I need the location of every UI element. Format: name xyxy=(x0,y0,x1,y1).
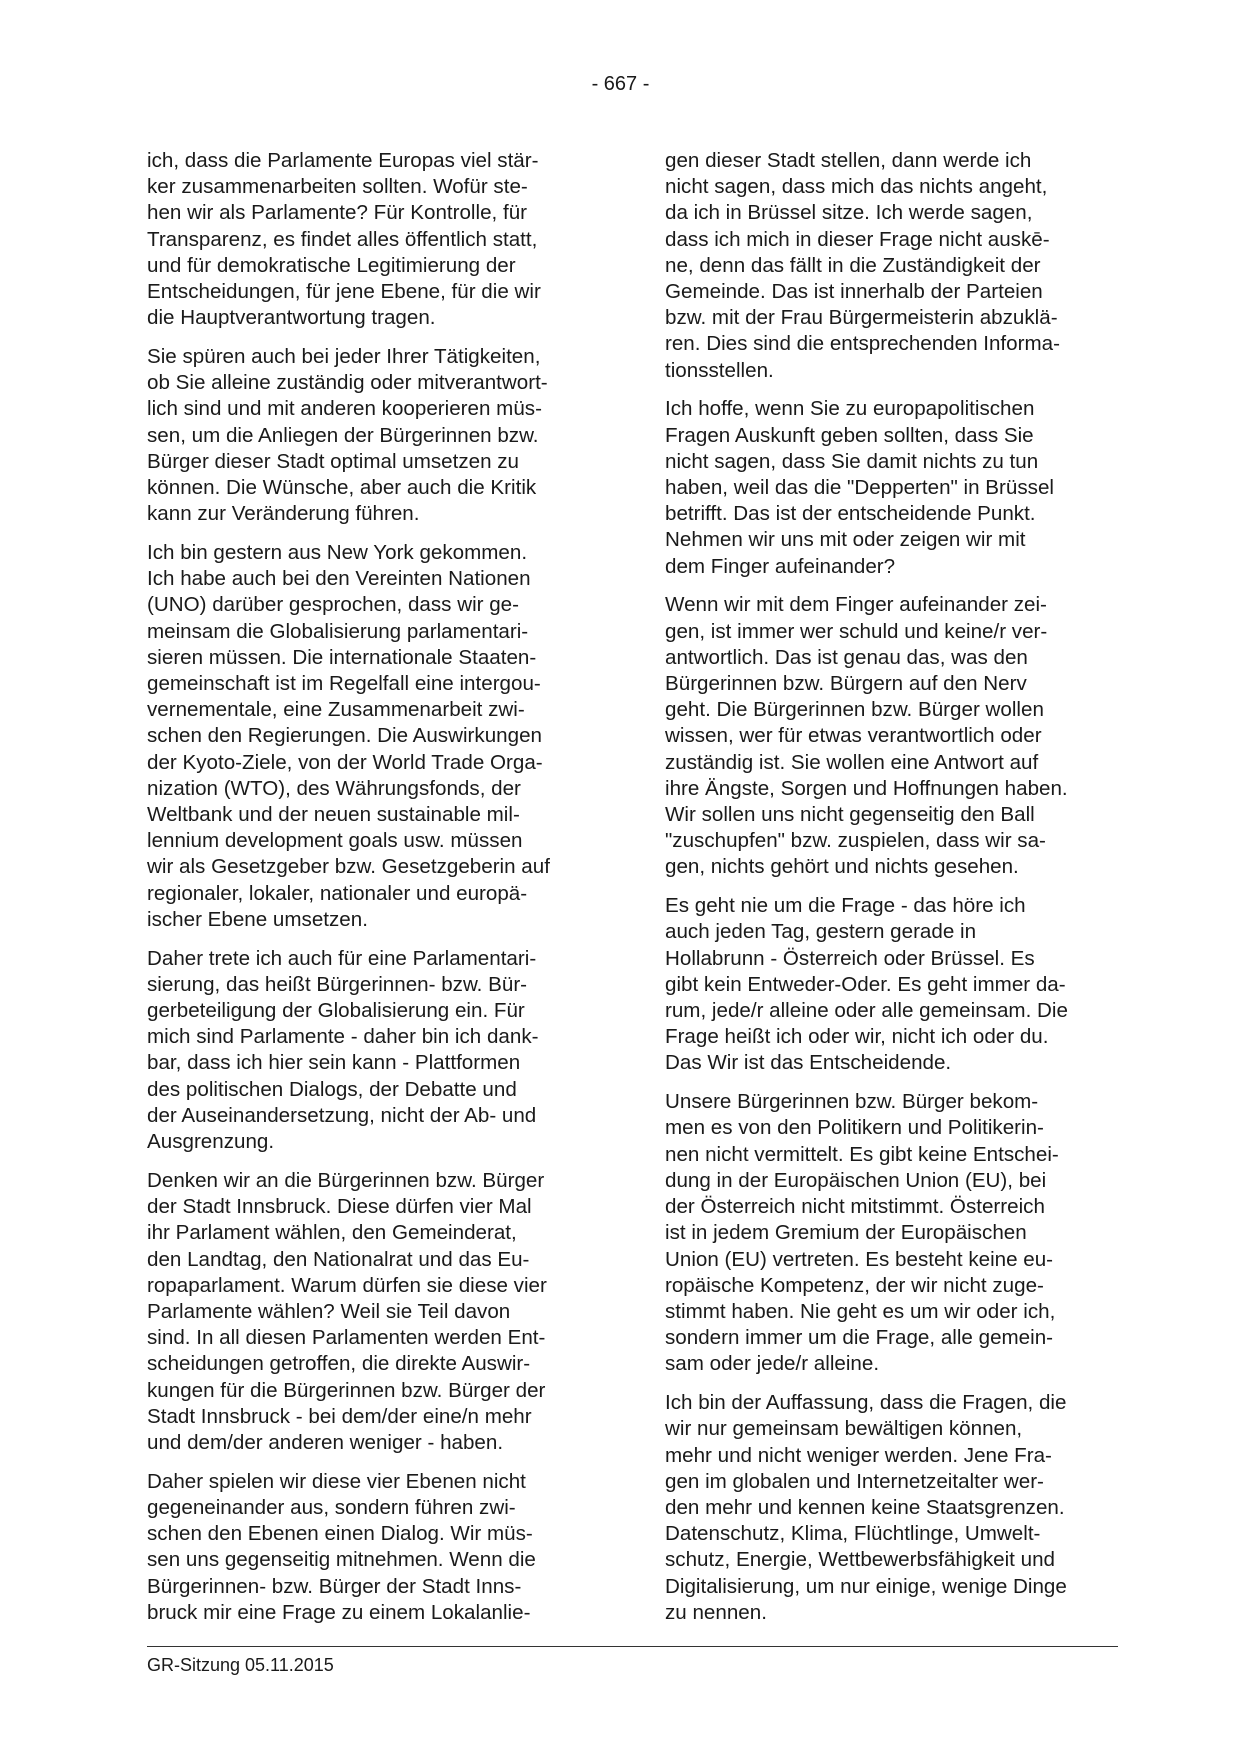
paragraph: Unsere Bürgerinnen bzw. Bürger bekom- men es von den Politikern und Politikerin- nen nicht vermittelt. Es gibt keine Entschei- dung in der Europäischen Union (EU), bei der Österreich nicht mitstimmt. Österreich ist in jedem Gremium der Europäischen Union (EU) vertreten. Es besteht keine eu- ropäische Kompetenz, der wir nicht zuge- stimmt haben. Nie geht es um wir oder ich, sondern immer um die Frage, alle gemein- sam oder jede/r alleine. xyxy=(665,1090,1059,1376)
paragraph: ich, dass die Parlamente Europas viel stär- ker zusammenarbeiten sollten. Wofür ste- hen wir als Parlamente? Für Kontrolle, für Transparenz, es findet alles öffentlich statt, und für demokratische Legitimierung der Entscheidungen, für jene Ebene, für die wir die Hauptverantwortung tragen. xyxy=(147,149,541,330)
paragraph: Ich hoffe, wenn Sie zu europapolitischen Fragen Auskunft geben sollten, dass Sie nicht sagen, dass Sie damit nichts zu tun haben, weil das die "Depperten" in Brüssel betrifft. Das ist der entscheidende Punkt. Nehmen wir uns mit oder zeigen wir mit dem Finger aufeinander? xyxy=(665,397,1054,578)
paragraph: Daher trete ich auch für eine Parlamentari- sierung, das heißt Bürgerinnen- bzw. Bür- gerbeteiligung der Globalisierung ein. Für mich sind Parlamente - daher bin ich dank- bar, dass ich hier sein kann - Plattformen des politischen Dialogs, der Debatte und der Auseinandersetzung, nicht der Ab- und Ausgrenzung. xyxy=(147,946,539,1154)
paragraph: Daher spielen wir diese vier Ebenen nicht gegeneinander aus, sondern führen zwi- schen den Ebenen einen Dialog. Wir müs- sen uns gegenseitig mitnehmen. Wenn die Bürgerinnen- bzw. Bürger der Stadt Inns- bruck mir eine Frage zu einem Lokalanlie- xyxy=(147,1469,536,1624)
page-number: - 667 - xyxy=(591,73,650,95)
footer-session-label: GR-Sitzung 05.11.2015 xyxy=(147,1655,334,1675)
left-text-column xyxy=(147,148,607,1639)
paragraph: gen dieser Stadt stellen, dann werde ich nicht sagen, dass mich das nichts angeht, da ich in Brüssel sitze. Ich werde sagen, dass ich mich in dieser Frage nicht auskē- ne, denn das fällt in die Zuständigkeit der Gemeinde. Das ist innerhalb der Parteien bzw. mit der Frau Bürgermeisterin abzuklä- ren. Dies sind die entsprechenden Informa- tionsstellen. xyxy=(665,149,1060,382)
footer-divider xyxy=(147,1646,1118,1647)
paragraph: Sie spüren auch bei jeder Ihrer Tätigkeiten, ob Sie alleine zuständig oder mitverantwort- lich sind und mit anderen kooperieren müs- sen, um die Anliegen der Bürgerinnen bzw. Bürger dieser Stadt optimal umsetzen zu können. Die Wünsche, aber auch die Kritik kann zur Veränderung führen. xyxy=(147,345,548,526)
paragraph: Wenn wir mit dem Finger aufeinander zei- gen, ist immer wer schuld und keine/r ver- antwortlich. Das ist genau das, was den Bürgerinnen bzw. Bürgern auf den Nerv geht. Die Bürgerinnen bzw. Bürger wollen wissen, wer für etwas verantwortlich oder zuständig ist. Sie wollen eine Antwort auf ihre Ängste, Sorgen und Hoffnungen haben. Wir sollen uns nicht gegenseitig den Ball "zuschupfen" bzw. zuspielen, dass wir sa- gen, nichts gehört und nichts gesehen. xyxy=(665,593,1068,879)
paragraph: Denken wir an die Bürgerinnen bzw. Bürger der Stadt Innsbruck. Diese dürfen vier Mal ihr Parlament wählen, den Gemeinderat, den Landtag, den Nationalrat und das Eu- ropaparlament. Warum dürfen sie diese vier Parlamente wählen? Weil sie Teil davon sind. In all diesen Parlamenten werden Ent- scheidungen getroffen, die direkte Auswir- kungen für die Bürgerinnen bzw. Bürger der Stadt Innsbruck - bei dem/der eine/n mehr und dem/der anderen weniger - haben. xyxy=(147,1168,547,1454)
right-text-column xyxy=(665,148,1125,1639)
paragraph: Ich bin der Auffassung, dass die Fragen, die wir nur gemeinsam bewältigen können, mehr und nicht weniger werden. Jene Fra- gen im globalen und Internetzeitalter wer- den mehr und kennen keine Staatsgrenzen. Datenschutz, Klima, Flüchtlinge, Umwelt- schutz, Energie, Wettbewerbsfähigkeit und Digitalisierung, um nur einige, wenige Dinge zu nennen. xyxy=(665,1391,1067,1624)
paragraph: Es geht nie um die Frage - das höre ich auch jeden Tag, gestern gerade in Hollabrunn - Österreich oder Brüssel. Es gibt kein Entweder-Oder. Es geht immer da- rum, jede/r alleine oder alle gemeinsam. Die Frage heißt ich oder wir, nicht ich oder du. Das Wir ist das Entscheidende. xyxy=(665,894,1068,1075)
paragraph: Ich bin gestern aus New York gekommen. Ich habe auch bei den Vereinten Nationen (UNO) darüber gesprochen, dass wir ge- meinsam die Globalisierung parlamentari- sieren müssen. Die internationale Staaten- gemeinschaft ist im Regelfall eine intergou- vernementale, eine Zusammenarbeit zwi- schen den Regierungen. Die Auswirkungen der Kyoto-Ziele, von der World Trade Orga- nization (WTO), des Währungsfonds, der Weltbank und der neuen sustainable mil- lennium development goals usw. müssen wir als Gesetzgeber bzw. Gesetzgeberin auf regionaler, lokaler, nationaler und europä- ischer Ebene umsetzen. xyxy=(147,541,550,931)
